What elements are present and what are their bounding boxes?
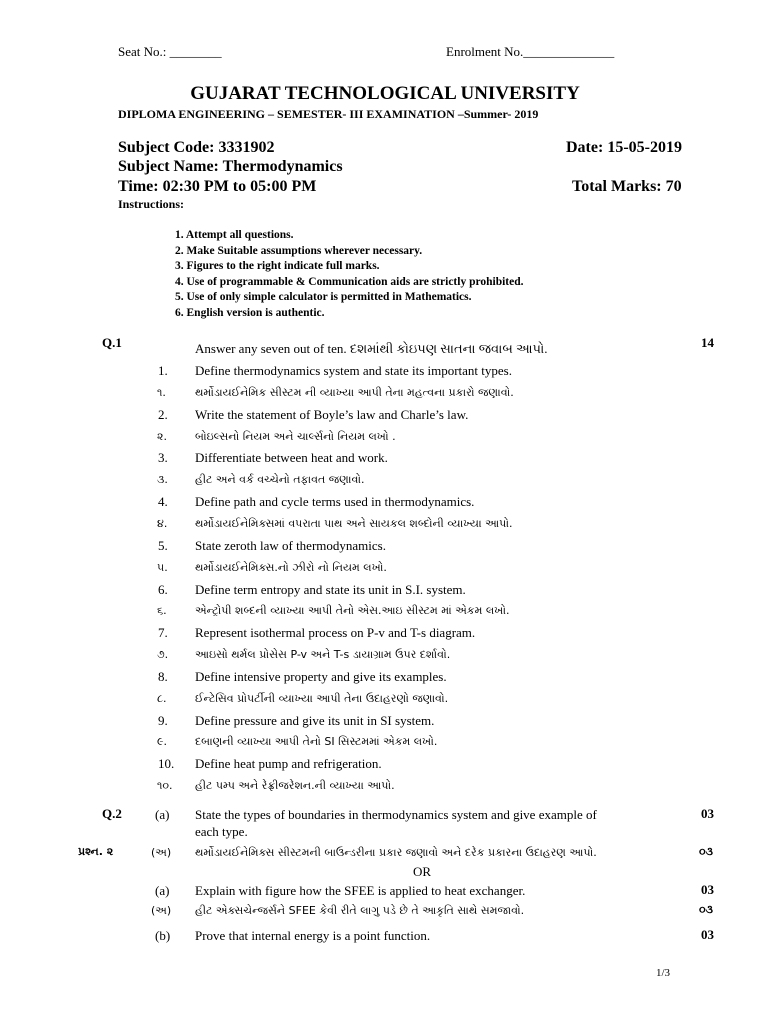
instruction-item: 3. Figures to the right indicate full marks. [175,260,380,272]
q1-item-number: 2. [158,407,168,422]
q1-item-number: ૧. [157,386,166,399]
or-separator: OR [413,864,432,879]
subject-name: Subject Name: Thermodynamics [118,158,343,175]
q1-item-text-gujarati: ઈન્ટેસિવ પ્રોપર્ટીની વ્યાખ્યા આપી તેના ઉદાહરણો જણાવો. [195,692,449,705]
q1-item-number: 9. [158,713,168,728]
q2a-sub-label-gujarati: (અ) [151,846,172,859]
q1-item-text: Define pressure and give its unit in SI system. [195,713,435,728]
q2a-text-line1: State the types of boundaries in thermodynamics system and give example of [195,807,597,822]
exam-time: Time: 02:30 PM to 05:00 PM [118,178,317,195]
q1-item-text-gujarati: થર્મોડાયઈનેમિક્સ.નો ઝીરો નો નિયમ લખો. [195,561,387,574]
q2a-text-line2: each type. [195,824,248,839]
q1-item-text-gujarati: આઇસો થર્મલ પ્રોસેસ P-v અને T-s ડાયાગ્રામ ઉપર દર્શાવો. [195,648,451,661]
exam-date: Date: 15-05-2019 [566,139,682,156]
q1-item-number: ૭. [157,648,169,661]
q1-item-text-gujarati: હીટ પમ્પ અને રેફ્રીજરેશન.ની વ્યાખ્યા આપો. [195,779,395,792]
instructions-label: Instructions: [118,197,185,211]
q1-item-text: Define path and cycle terms used in thermodynamics. [195,494,475,509]
q1-item-text-gujarati: થર્મોડાયઈનેમિક સીસ્ટમ ની વ્યાખ્યા આપી તેના મહત્વના પ્રકારો જણાવો. [195,386,514,399]
instruction-item: 5. Use of only simple calculator is permitted in Mathematics. [175,291,472,303]
q1-item-number: 6. [158,582,168,597]
total-marks: Total Marks: 70 [572,178,682,195]
q2b-text: Prove that internal energy is a point function. [195,928,431,943]
q1-item-number: ૮. [157,692,167,705]
instruction-item: 6. English version is authentic. [175,306,325,319]
q1-item-number: 4. [158,494,168,509]
q1-item-number: ૩. [157,473,168,486]
q1-item-text-gujarati: બોઇલ્સનો નિયમ અને ચાર્લ્સનો નિયમ લખો . [195,430,396,443]
q1-item-text: Represent isothermal process on P-v and T-s diagram. [195,625,476,640]
q2a-alt-sub-label-gujarati: (અ) [151,904,172,917]
instruction-item: 4. Use of programmable & Communication aids are strictly prohibited. [175,275,524,288]
q1-item-number: ૪. [157,517,168,530]
subject-code: Subject Code: 3331902 [118,139,275,156]
q1-item-text: Write the statement of Boyle’s law and Charle’s law. [195,407,469,422]
q2-label: Q.2 [102,806,122,821]
q2a-text-gujarati: થર્મોડાયઈનેમિક્સ સીસ્ટમની બાઉન્ડરીના પ્રકાર જણાવો અને દરેક પ્રકારના ઉદાહરણ આપો. [195,846,597,859]
q2-label-gujarati: પ્રશ્ન. ૨ [78,845,114,858]
q2a-alt-text-gujarati: હીટ એક્સચેન્જર્સને SFEE કેવી રીતે લાગુ પડે છે તે આકૃતિ સાથે સમજાવો. [195,904,525,917]
q1-item-text: Define term entropy and state its unit in S.I. system. [195,582,466,597]
q1-item-text-gujarati: થર્મોડાયઈનેમિક્સમાં વપરાતા પાથ અને સાયકલ શબ્દોની વ્યાખ્યા આપો. [195,517,513,530]
q2a-marks: 03 [701,806,714,821]
instruction-item: 2. Make Suitable assumptions wherever necessary. [175,244,423,257]
q1-item-text-gujarati: એન્ટ્રોપી શબ્દની વ્યાખ્યા આપી તેનો એસ.આઇ સીસ્ટમ માં એકમ લખો. [195,604,510,617]
q2a-alt-text: Explain with figure how the SFEE is applied to heat exchanger. [195,883,526,898]
q1-item-number: 8. [158,669,168,684]
q1-item-number: ૨. [157,430,167,443]
q2b-marks: 03 [701,927,714,942]
q1-item-number: 5. [158,538,168,553]
q1-marks: 14 [701,335,714,350]
q1-item-number: 7. [158,625,168,640]
q1-intro: Answer any seven out of ten. દશમાંથી કોઇપણ સાતના જવાબ આપો. [195,341,548,356]
q1-item-text: Define intensive property and give its examples. [195,669,447,684]
q1-item-number: ૧૦. [157,779,173,792]
q2b-sub-label: (b) [155,928,171,943]
q1-item-text-gujarati: હીટ અને વર્ક વચ્ચેનો તફાવત જણાવો. [195,473,365,486]
instruction-item: 1. Attempt all questions. [175,229,294,241]
q1-item-number: ૫. [157,561,168,574]
university-title: GUJARAT TECHNOLOGICAL UNIVERSITY [190,83,580,104]
q1-item-text: Define heat pump and refrigeration. [195,756,382,771]
q2a-marks-gujarati: ૦૩ [699,845,713,858]
q2a-alt-marks-gujarati: ૦૩ [699,903,713,916]
q1-item-text-gujarati: દબાણની વ્યાખ્યા આપી તેનો SI સિસ્ટમમાં એકમ લખો. [195,735,438,748]
enrolment-number: Enrolment No.______________ [446,44,615,59]
instructions-list [175,228,524,321]
page-number: 1/3 [656,967,671,979]
q1-item-number: 10. [158,756,175,771]
q1-item-number: ૯. [157,735,168,748]
q1-item-number: ૬. [157,604,167,617]
q2a-alt-marks: 03 [701,882,714,897]
q1-item-text: State zeroth law of thermodynamics. [195,538,386,553]
q2a-alt-sub-label: (a) [155,883,170,898]
q1-item-number: 3. [158,450,168,465]
q1-item-text: Define thermodynamics system and state its important types. [195,363,512,378]
seat-number: Seat No.: ________ [118,44,222,59]
q1-item-number: 1. [158,363,168,378]
q1-label: Q.1 [102,335,122,350]
exam-title: DIPLOMA ENGINEERING – SEMESTER- III EXAMINATION –Summer- 2019 [118,107,539,121]
q1-item-text: Differentiate between heat and work. [195,450,388,465]
q2a-sub-label: (a) [155,807,170,822]
